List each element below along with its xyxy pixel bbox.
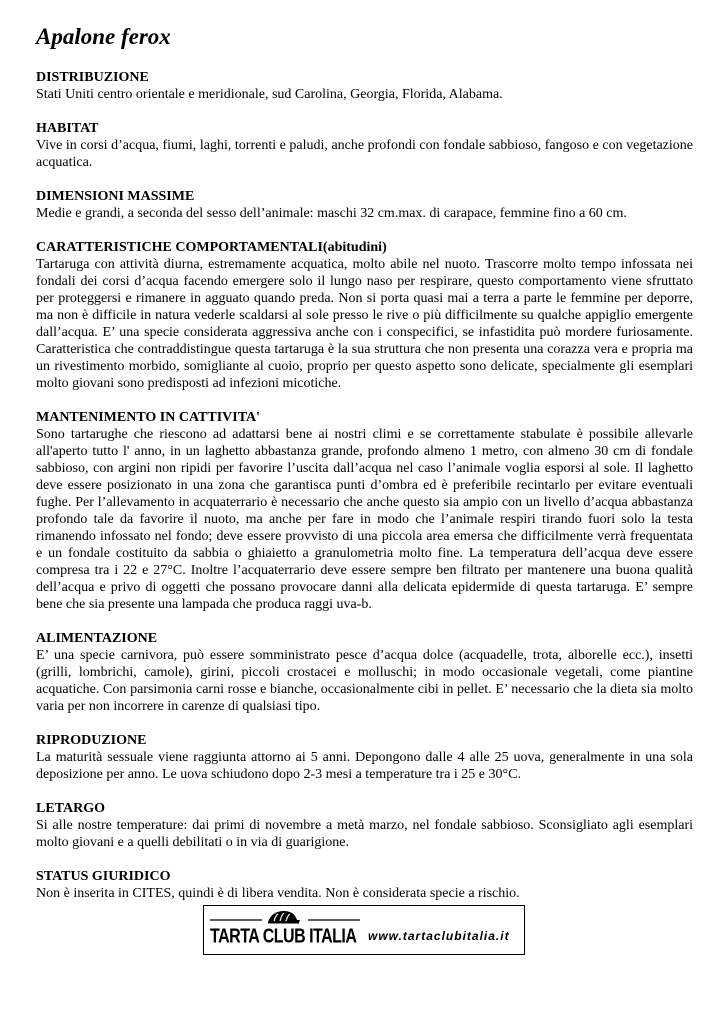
document-page — [36, 22, 693, 919]
section-heading: MANTENIMENTO IN CATTIVITA' — [36, 410, 261, 425]
section-body: Si alle nostre temperature: dai primi di novembre a metà marzo, nel fondale sabbioso. Sconsigliato agli esemplari molto giovani e a quelli debilitati o in via di guarigione. — [36, 818, 693, 850]
section-habitat — [36, 120, 693, 171]
section-body: Non è inserita in CITES, quindi è di libera vendita. Non è considerata specie a rischio. — [36, 886, 520, 901]
section-heading: DIMENSIONI MASSIME — [36, 189, 195, 204]
turtle-logo-icon — [262, 909, 302, 925]
section-body: Tartaruga con attività diurna, estremamente acquatica, molto abile nel nuoto. Trascorre molto tempo infossata nei fondali dei corsi d’acqua facendo emergere solo il lungo naso per respirare, questo comportamento viene sfruttato per proteggersi e rimanere in agguato quando preda. Non si porta quasi mai a terra a parte le femmine per deporre, ma non è difficile in natura vederle scaldarsi al sole presso le rive o più difficilmente su qualche appiglio emergente dall’acqua. E’ una specie considerata aggressiva anche con i conspecifici, se infastidita può mordere furiosamente. Caratteristica che contraddistingue questa tartaruga è la sua struttura che non presenta una corazza vera e propria ma un rivestimento morbido, somigliante al cuoio, proprio per questo aspetto sono delicate, specialmente gli esemplari molto giovani sono predisposti ad infezioni micotiche. — [36, 257, 693, 391]
section-heading: LETARGO — [36, 801, 105, 816]
section-letargo — [36, 800, 693, 851]
section-heading: HABITAT — [36, 121, 99, 136]
club-logo-banner — [203, 905, 525, 955]
section-heading: DISTRIBUZIONE — [36, 70, 149, 85]
section-body: La maturità sessuale viene raggiunta attorno ai 5 anni. Depongono dalle 4 alle 25 uova, generalmente in una sola deposizione per anno. Le uova schiudono dopo 2-3 mesi a temperature tra i 25 e 30°C. — [36, 750, 693, 782]
page-title: Apalone ferox — [36, 24, 171, 49]
section-body: E’ una specie carnivora, può essere somministrato pesce d’acqua dolce (acquadelle, trota, alborelle ecc.), insetti (grilli, lombrichi, camole), girini, piccoli crostacei e molluschi; in modo occasionale vegetali, come piantine acquatiche. Con parsimonia carni rosse e bianche, occasionalmente cibi in pellet. E’ necessario che la dieta sia molto varia per non incorrere in carenze di qualsiasi tipo. — [36, 648, 693, 714]
section-heading: ALIMENTAZIONE — [36, 631, 158, 646]
section-riproduzione — [36, 732, 693, 783]
section-body: Stati Uniti centro orientale e meridionale, sud Carolina, Georgia, Florida, Alabama. — [36, 87, 503, 102]
section-caratteristiche — [36, 239, 693, 392]
section-dimensioni — [36, 188, 693, 222]
section-body: Vive in corsi d’acqua, fiumi, laghi, torrenti e paludi, anche profondi con fondale sabbioso, fangoso e con vegetazione acquatica. — [36, 138, 693, 170]
section-heading: STATUS GIURIDICO — [36, 869, 171, 884]
logo-website-url: www.tartaclubitalia.it — [368, 929, 510, 943]
section-heading: RIPRODUZIONE — [36, 733, 147, 748]
logo-club-name: TARTA CLUB ITALIA — [210, 926, 357, 948]
section-mantenimento — [36, 409, 693, 613]
section-body: Medie e grandi, a seconda del sesso dell’animale: maschi 32 cm.max. di carapace, femmine fino a 60 cm. — [36, 206, 627, 221]
section-status — [36, 868, 693, 902]
section-heading: CARATTERISTICHE COMPORTAMENTALI(abitudini) — [36, 240, 387, 255]
section-body: Sono tartarughe che riescono ad adattarsi bene ai nostri climi e se correttamente stabulate è possibile allevarle all'aperto tutto l' anno, in un laghetto abbastanza grande, profondo almeno 1 metro, con almeno 30 cm di fondale sabbioso, con argini non ripidi per favorire l’uscita dall’acqua nel caso l’animale voglia esporsi al sole. Il laghetto deve essere posizionato in una zona che garantisca punti d’ombra ed è preferibile recintarlo per evitare eventuali fughe. Per l’allevamento in acquaterrario è necessario che anche questo sia ampio con un livello d’acqua abbastanza profondo tale da favorire il nuoto, ma anche per fare in modo che l’animale respiri tirando fuori solo la testa rimanendo infossato nel fondo; deve essere provvisto di una piccola area emersa che difficilmente verrà frequentata e un fondale costituito da sabbia o ghiaietto a granulometria molto fine. La temperatura dell’acqua deve essere compresa tra i 22 e 27°C. Inoltre l’acquaterrario deve essere sempre ben filtrato per mantenere una buona qualità dell’acqua e privo di oggetti che possano provocare danni alla delicata epidermide di questa tartaruga. E’ sempre bene che sia presente una lampada che produca raggi uva-b. — [36, 427, 693, 612]
section-alimentazione — [36, 630, 693, 715]
section-distribuzione — [36, 69, 693, 103]
